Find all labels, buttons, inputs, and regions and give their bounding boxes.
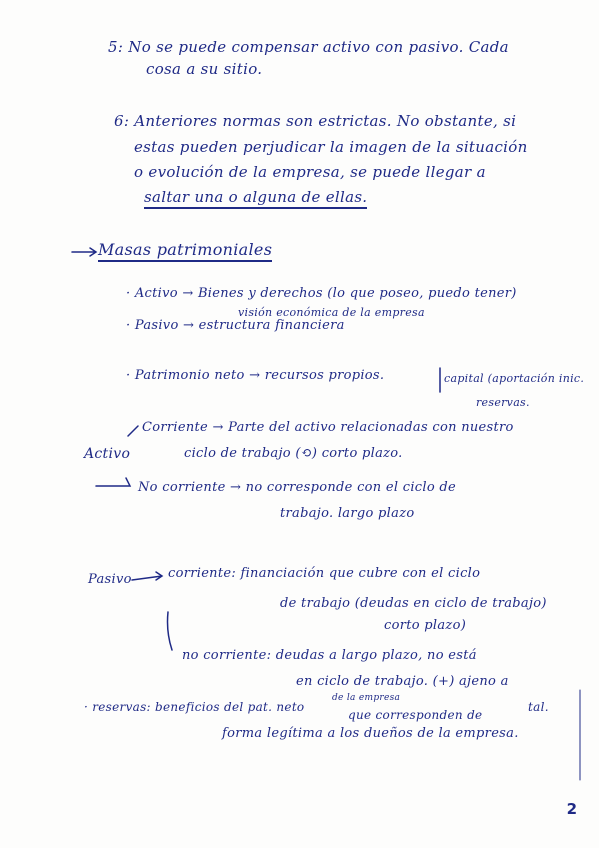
item-6-line-2: estas pueden perjudicar la imagen de la situación	[134, 138, 528, 156]
section-heading: Masas patrimoniales	[98, 240, 272, 262]
no-corriente-line-2: trabajo. largo plazo	[280, 506, 415, 521]
corriente-line-2: ciclo de trabajo (⟲) corto plazo.	[184, 446, 403, 461]
reservas-superscript: de la empresa	[332, 693, 401, 703]
reservas-line-1: · reservas: beneficios del pat. neto	[84, 700, 305, 714]
pasivo-definition: · Pasivo → estructura financiera	[126, 318, 345, 333]
activo-subnote: visión económica de la empresa	[238, 306, 425, 319]
pasivo-corriente-line-3: corto plazo)	[384, 618, 467, 633]
pasivo-no-corriente-line-1: no corriente: deudas a largo plazo, no está	[182, 648, 477, 663]
pasivo-corriente-line-2: de trabajo (deudas en ciclo de trabajo)	[280, 596, 547, 611]
activo-branch-down-arrow-icon	[96, 478, 130, 486]
heading-arrow-icon	[72, 248, 96, 256]
patrimonio-definition: · Patrimonio neto → recursos propios.	[126, 368, 385, 383]
pasivo-no-corriente-line-2: en ciclo de trabajo. (+) ajeno a	[296, 674, 509, 689]
activo-branch-up	[128, 426, 138, 436]
reservas-line-1-end: tal.	[528, 700, 549, 714]
reservas-line-1-cont: que corresponden de	[348, 708, 483, 722]
page-number: 2	[566, 800, 577, 818]
item-6-line-4: saltar una o alguna de ellas.	[144, 188, 367, 209]
activo-side-label: Activo	[84, 446, 131, 462]
item-6-line-3: o evolución de la empresa, se puede llegar a	[134, 163, 486, 181]
activo-definition: · Activo → Bienes y derechos (lo que poseo, puedo tener)	[126, 286, 517, 301]
item-5-line-2: cosa a su sitio.	[146, 60, 263, 78]
item-6-line-1: 6: Anteriores normas son estrictas. No obstante, si	[114, 112, 517, 130]
pasivo-branch-down	[168, 612, 173, 650]
item-5-line-1: 5: No se puede compensar activo con pasivo. Cada	[108, 38, 509, 56]
no-corriente-line-1: No corriente → no corresponde con el ciclo de	[138, 480, 457, 495]
pasivo-corriente-line-1: corriente: financiación que cubre con el ciclo	[168, 566, 481, 581]
reservas-line-2: forma legítima a los dueños de la empresa.	[222, 726, 519, 741]
pasivo-arrow-icon	[132, 572, 162, 580]
patrimonio-box-line-1: capital (aportación inic.	[444, 372, 585, 385]
patrimonio-box-line-2: reservas.	[476, 396, 530, 409]
corriente-line-1: Corriente → Parte del activo relacionadas con nuestro	[142, 420, 514, 435]
pasivo-side-label: Pasivo	[88, 572, 132, 587]
